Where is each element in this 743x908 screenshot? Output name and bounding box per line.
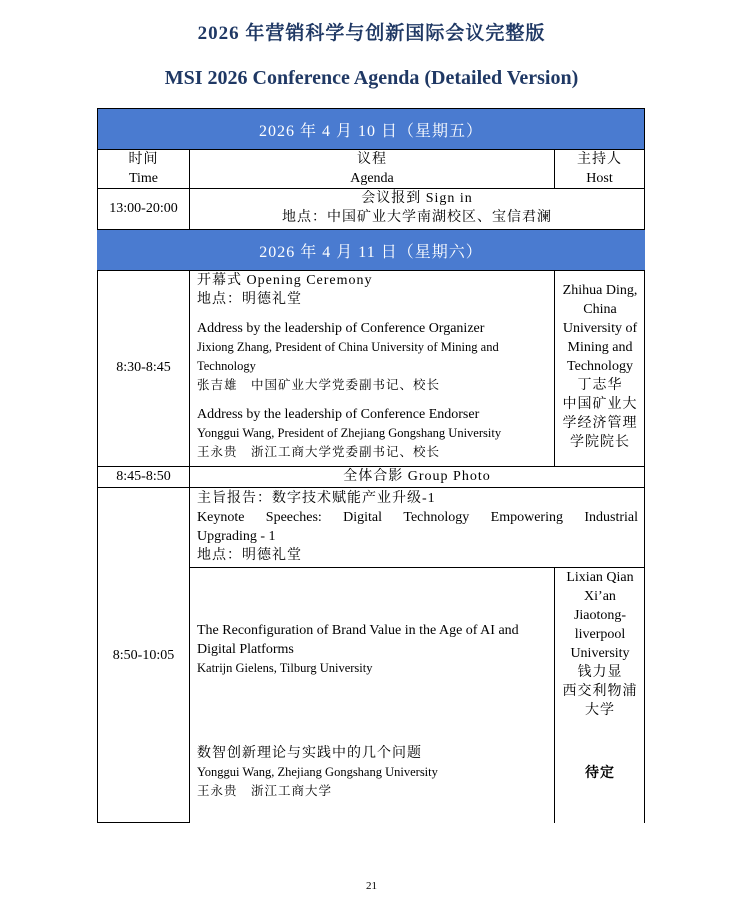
talk2-speaker-cn: 王永贵 浙江工商大学 — [197, 784, 333, 798]
opening-host-line: Technology — [567, 359, 633, 374]
keynote-host-line: University — [570, 646, 630, 661]
keynote-word: Industrial — [584, 510, 638, 525]
page-number: 21 — [366, 880, 377, 892]
keynote-host-line: liverpool — [574, 627, 626, 642]
keynote-host-line: 西交利物浦 — [562, 684, 638, 699]
talk2 — [197, 744, 552, 801]
opening-host-line: Zhihua Ding, — [562, 283, 638, 298]
talk2-speaker: Yonggui Wang, Zhejiang Gongshang University — [197, 765, 438, 779]
header-host-cn: 主持人 — [577, 152, 622, 167]
address2-title: Address by the leadership of Conference Endorser — [197, 407, 480, 422]
keynote-title-en-line1 — [197, 508, 638, 527]
address1-speaker-b: Technology — [197, 359, 256, 373]
title-english: MSI 2026 Conference Agenda (Detailed Version) — [164, 67, 579, 89]
opening-host — [555, 281, 645, 452]
keynote-host — [555, 568, 645, 720]
keynote-word: Digital — [343, 510, 383, 525]
opening-host-line: University of — [562, 321, 638, 336]
opening-title: 开幕式 Opening Ceremony — [197, 273, 373, 288]
header-agenda — [190, 150, 554, 188]
opening-time: 8:30-8:45 — [116, 360, 171, 375]
day1-band: 2026 年 4 月 10 日（星期五） — [97, 109, 645, 149]
keynote-host-line: Lixian Qian — [566, 570, 634, 585]
table-line — [97, 487, 645, 488]
header-time-en: Time — [128, 171, 159, 186]
keynote-word: Technology — [403, 510, 470, 525]
keynote-time: 8:50-10:05 — [112, 648, 175, 663]
talk1-title-b: Digital Platforms — [197, 642, 294, 657]
opening-venue: 地点：明德礼堂 — [197, 292, 302, 307]
keynote-host-line: 大学 — [585, 703, 615, 718]
photo-label: 全体合影 Group Photo — [343, 469, 491, 484]
table-col-line — [189, 270, 190, 823]
address1-title: Address by the leadership of Conference Organizer — [197, 321, 485, 336]
header-host — [555, 150, 644, 188]
keynote-word: Keynote — [197, 510, 245, 525]
opening-host-line: 中国矿业大 — [562, 397, 638, 412]
address2-speaker: Yonggui Wang, President of Zhejiang Gongshang University — [197, 426, 502, 440]
address1-speaker-cn: 张吉雄 中国矿业大学党委副书记、校长 — [197, 378, 441, 392]
day2-band: 2026 年 4 月 11 日（星期六） — [97, 230, 645, 270]
table-border-top — [97, 108, 645, 109]
signin-venue: 地点：中国矿业大学南湖校区、宝信君澜 — [282, 210, 552, 225]
opening-host-line: 学院院长 — [570, 435, 630, 450]
signin-time: 13:00-20:00 — [109, 201, 178, 216]
opening-host-line: 学经济管理 — [562, 416, 638, 431]
keynote-title-en-line2: Upgrading - 1 — [197, 529, 276, 544]
keynote-header — [197, 489, 638, 565]
opening-host-line: Mining and — [567, 340, 633, 355]
header-agenda-en: Agenda — [350, 171, 394, 186]
header-host-en: Host — [586, 171, 613, 186]
talk2-title: 数智创新理论与实践中的几个问题 — [197, 746, 422, 761]
address2-speaker-cn: 王永贵 浙江工商大学党委副书记、校长 — [197, 445, 441, 459]
keynote-word: Empowering — [490, 510, 563, 525]
opening-agenda — [197, 271, 552, 462]
keynote-host-line: Xi’an — [584, 589, 616, 604]
talk1 — [197, 621, 552, 678]
keynote-host-line: Jiaotong- — [573, 608, 627, 623]
talk1-speaker: Katrijn Gielens, Tilburg University — [197, 661, 373, 675]
opening-host-line: China — [583, 302, 617, 317]
talk2-host: 待定 — [585, 766, 615, 781]
table-line — [97, 822, 190, 823]
photo-time: 8:45-8:50 — [116, 469, 171, 484]
title-chinese: 2026 年营销科学与创新国际会议完整版 — [197, 23, 546, 44]
keynote-host-line: 钱力显 — [577, 665, 623, 680]
header-agenda-cn: 议程 — [357, 152, 387, 167]
talk1-title-a: The Reconfiguration of Brand Value in the Age of AI and — [197, 623, 519, 638]
signin-line1: 会议报到 Sign in — [361, 191, 473, 206]
header-time-cn: 时间 — [128, 152, 159, 167]
header-time — [98, 150, 189, 188]
address1-speaker-a: Jixiong Zhang, President of China University of Mining and — [197, 340, 499, 354]
opening-host-line: 丁志华 — [577, 378, 623, 393]
signin-agenda — [190, 189, 644, 227]
keynote-title-cn: 主旨报告：数字技术赋能产业升级-1 — [197, 491, 436, 506]
keynote-word: Speeches: — [265, 510, 322, 525]
keynote-venue: 地点：明德礼堂 — [197, 548, 302, 563]
